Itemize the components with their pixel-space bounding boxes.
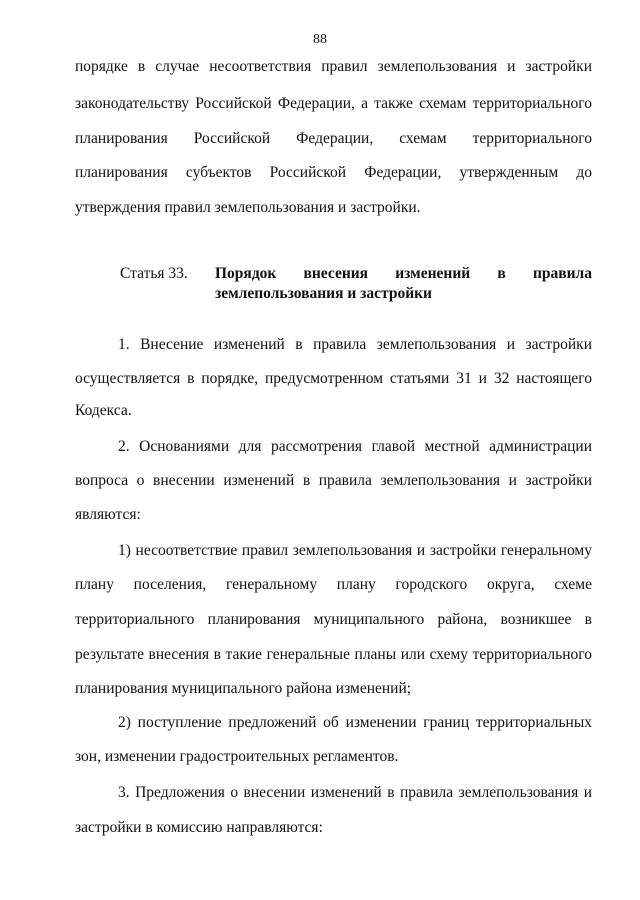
text-line: застройки в комиссию направляются: xyxy=(75,819,323,836)
text-line: зон, изменении градостроительных регламентов. xyxy=(75,748,399,765)
text-line: результате внесения в такие генеральные планы или схему территориального xyxy=(75,646,592,663)
text-line: Кодекса. xyxy=(75,402,132,419)
text-line: 2. Основаниями для рассмотрения главой местной администрации xyxy=(118,438,592,455)
text-line: 1) несоответствие правил землепользования и застройки генеральному xyxy=(118,542,592,559)
text-line: осуществляется в порядке, предусмотренном статьями 31 и 32 настоящего xyxy=(75,370,592,387)
text-line: 1. Внесение изменений в правила землепользования и застройки xyxy=(118,336,592,353)
article-title-line: землепользования и застройки xyxy=(215,285,432,302)
page-number: 88 xyxy=(313,32,327,47)
text-line: 3. Предложения о внесении изменений в правила землепользования и xyxy=(118,784,592,801)
text-line: 2) поступление предложений об изменении границ территориальных xyxy=(118,714,592,731)
article-title xyxy=(215,264,592,304)
text-line: плану поселения, генеральному плану городского округа, схеме xyxy=(75,576,592,593)
text-line: планирования муниципального района изменений; xyxy=(75,680,412,697)
text-line: утверждения правил землепользования и застройки. xyxy=(75,199,421,216)
text-line: законодательству Российской Федерации, а также схемам территориального xyxy=(75,95,592,112)
text-line: вопроса о внесении изменений в правила землепользования и застройки xyxy=(75,472,592,489)
article-title-line: Порядок внесения изменений в правила xyxy=(215,265,592,282)
text-line: планирования субъектов Российской Федерации, утвержденным до xyxy=(75,164,592,181)
article-label: Статья 33. xyxy=(120,265,188,282)
text-line: порядке в случае несоответствия правил землепользования и застройки xyxy=(75,58,592,75)
text-line: являются: xyxy=(75,506,141,523)
text-line: планирования Российской Федерации, схемам территориального xyxy=(75,130,592,147)
text-line: территориального планирования муниципального района, возникшее в xyxy=(75,611,592,628)
